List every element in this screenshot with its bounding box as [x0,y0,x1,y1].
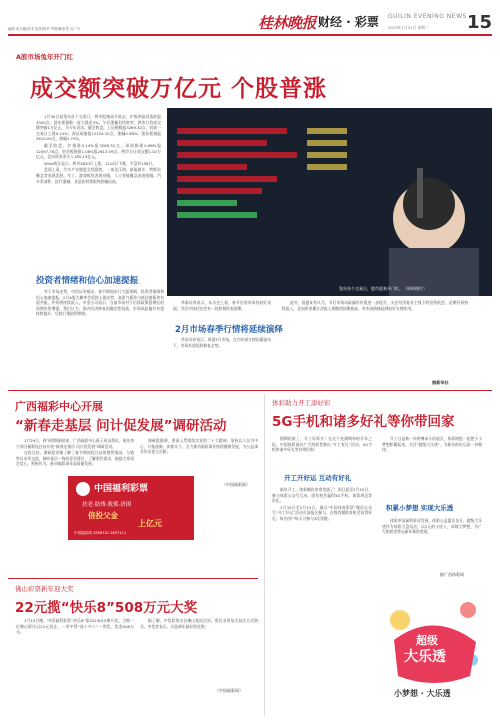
article1-para7: 华安证券表示，展望2月市场，在内外部支撑因素驱动下，市场有望延续修复走势。 [173,337,271,348]
article1-para3: Wind统计显示，两市3820只上涨，1110只下跌，平盘有158只。 [44,160,157,166]
article2-para2: 在投注站，调研组详细了解了春节期间投注站的销售情况，与销售员亲切交流，倾听基层一线的意见建议，了解彩民需求，鼓励大家坚定信心，积极作为，推动福彩事业高质量发展。 [16,450,134,467]
stock-photo [167,108,492,296]
article1-source: 据新华社 [432,380,449,385]
header-rule [8,34,492,36]
article4-para1: 假期结束了，开工好彩头！在这个充满期待的开年之际，中国体彩面向广大购彩者推出“开工有礼”活动，5G手机和诸多好礼等你带回家！ [272,436,372,453]
article4-body-col2 [272,487,372,523]
section-divider [8,390,492,391]
article4-body-col3 [382,436,482,454]
article1-body-col2 [36,289,164,318]
article3-headline: 22元揽“快乐8”508万元大奖 [15,600,198,616]
article1-para8: 此外，国盛证券认为，节后市场风险偏好有望进一步提升，关注经济复苏主线下的投资机会。近期外资持续流入，北向资金累计净流入规模创同期新高，对市场情绪起到较好支撑作用。 [282,300,468,311]
article1-body-col1 [36,114,161,185]
super-lotto-title1: 超级 [416,634,438,647]
photo-caption: 兔年首个交易日，股市迎来开门红。（资料图片） [339,286,427,291]
article4-headline: 5G手机和诸多好礼等你带回家 [272,414,455,430]
article2-kicker: 广西福彩中心开展 [15,400,103,413]
article1-subhead2: 2月市场春季行情将延续演绎 [175,325,283,335]
article1-body-col5 [282,300,468,312]
welfare-logo-text: 中国福利彩票 [94,484,149,494]
super-lotto-ad [380,580,488,706]
article4-para2: 新年开工，体彩喊你来拿奖励了！即日起至2月15日，参与体彩公众号互动，即有机会赢得5G手机、体彩周边等好礼。 [272,487,372,504]
article2-para3: 调研组强调，要深入贯彻落实党的二十大精神，坚持以人民为中心，开拓创新，真抓实干，全力推动福彩事业持续健康发展，为公益事业作出更大贡献。 [140,438,258,455]
article4-kicker: 体彩助力开工添好彩 [272,399,331,407]
article4-subhead1: 开工开好运 互动有好礼 [284,474,352,482]
article4-body-col4 [382,518,482,536]
super-lotto-title2: 大乐透 [404,649,446,665]
article1-para6: 华泰证券表示，从历史上看，春节后的市场有较好表现。节后市场往往会有一段积极的表现期。 [173,300,271,311]
welfare-hotline: 中国福彩网 2858741 2837111 [74,531,127,535]
article4-subhead2: 积累小梦想 实现大乐透 [386,504,454,512]
article1-para4: 盘面上看，汽车产业链股全线强势，一体化压铸、新能源车、特斯拉概念等表现活跃。军工、游戏板块表现亮眼，人工智能概念表现抢眼。汽车零部件、医疗器械、食品饮料等板块跌幅居前。 [36,167,161,184]
article1-headline: 成交额突破万亿元 个股普涨 [30,76,328,102]
stock-screen-graphic [167,108,492,296]
welfare-game: 倍投父金 [88,511,118,520]
article2-para1: 1月29日，春节假期刚结束，广西福彩中心班子成员带队，前往南宁部分福彩投注站开展“新春走基层 问计促发展”调研活动。 [16,438,134,449]
article1-body-col3 [173,300,271,312]
english-title: GUILIN EVENING NEWS [388,13,467,20]
article3-kicker: 佛山彩票新年迎大奖 [15,585,74,593]
article1-body-col4 [173,337,271,349]
article1-para2: 截至收盘，沪指涨0.14%报3269.32点，深成指涨0.98%报12097.76点，创业板指涨1.08%报2613.09点。两市合计成交额1.02万亿元。北向资金净买入185.14亿元。 [36,142,161,160]
article4-para3: 1月30日至2月13日，通过“中国体育彩票”微信公众号“开工好运”活动页面报名参与，在线答题即有机会获得好礼；每位用户每天可参与3次答题。 [272,504,372,521]
article4-source: 据广西体彩网 [440,572,464,577]
welfare-lottery-ad [68,476,194,540]
article3-para1: 1月15日晚，中国福利彩票“快乐8”第2023015期开奖。当期一位佛山彩民以22元投注，一举中得“选十中十”一等奖，奖金508万元。 [16,618,134,635]
article1-kicker: A股市场兔年开门红 [16,53,74,61]
welfare-logo-icon [76,482,90,496]
article3-body-col2 [140,618,258,630]
page-number: 15 [467,12,493,33]
article2-body-col1 [16,438,134,468]
welfare-slogan: 扶老·助残·救孤·济困 [82,502,132,508]
article2-body-col2 [140,438,258,456]
article2-headline: “新春走基层 问计促发展”调研活动 [15,418,227,434]
section-title: 财经 · 彩票 [318,15,379,29]
newspaper-logo: 桂林晚报 [258,14,317,32]
issue-date: 2023年1月31日 星期二 [388,25,429,30]
article3-source: （中国福彩网） [215,688,243,693]
article4-body-col1 [272,436,372,454]
article2-source: （中国福彩网） [222,482,250,487]
article4-para4: 开工日是新一年拼搏奋斗的起点，体彩陪您一起把小小梦想积累起来。关注“超级大乐透”，为新年的好运添一份期待。 [382,436,482,453]
header-meta: 编辑 宋文雅/美术 伍妍/校对 罗凯琳/审签 石广兴 [8,27,81,31]
article3-rule [8,578,258,579]
article1-subhead1: 投资者情绪和信心加速提振 [36,276,139,286]
super-lotto-tagline: 小梦想 · 大乐透 [394,689,451,698]
article3-para2: 据了解，中奖彩票出自佛山某投注站，彩民采用复式投注方式购买。中奖者表示，这是新年最好的礼物。 [140,618,258,629]
welfare-prize: 上亿元 [138,519,162,528]
column-divider [264,394,265,716]
article1-para5: 对于市场走势，中信证券指出，春节期间出行大超预期，投资者情绪和信心加速提振，2月A股大概率会延续上涨态势，高景气板块与低估值板块有望共振，外资将持续流入。中金公司表示，当前市场对于后续政策稳增长的预期有所增强。我们认为，国内经济修复的确定性较高，市场风险偏好有望持续提升，后续行情值得期待。 [36,289,164,317]
article3-body-col1 [16,618,134,636]
article1-para1: 1月30日是兔年首个交易日，两市股指高开低走，沪指冲高回落收报3300点，创业板指数一度大涨近3%。午后涨幅有所收窄，两市日均成交额突破1万亿元，为今年首次。截至收盘，上证指数报3269.32点，较前一交易日上涨0.14%；深证成指报12124.10点，涨幅0.98%；创业板指报2613.09点，涨幅1.74%。 [36,114,161,142]
article4-para5: 体彩中国福利事业发展，体彩公益惠及各方。超级大乐透作为体彩大盘玩法，以2元的小投入，承载大梦想，为广大购彩者带去新年新的希望。 [382,518,482,535]
